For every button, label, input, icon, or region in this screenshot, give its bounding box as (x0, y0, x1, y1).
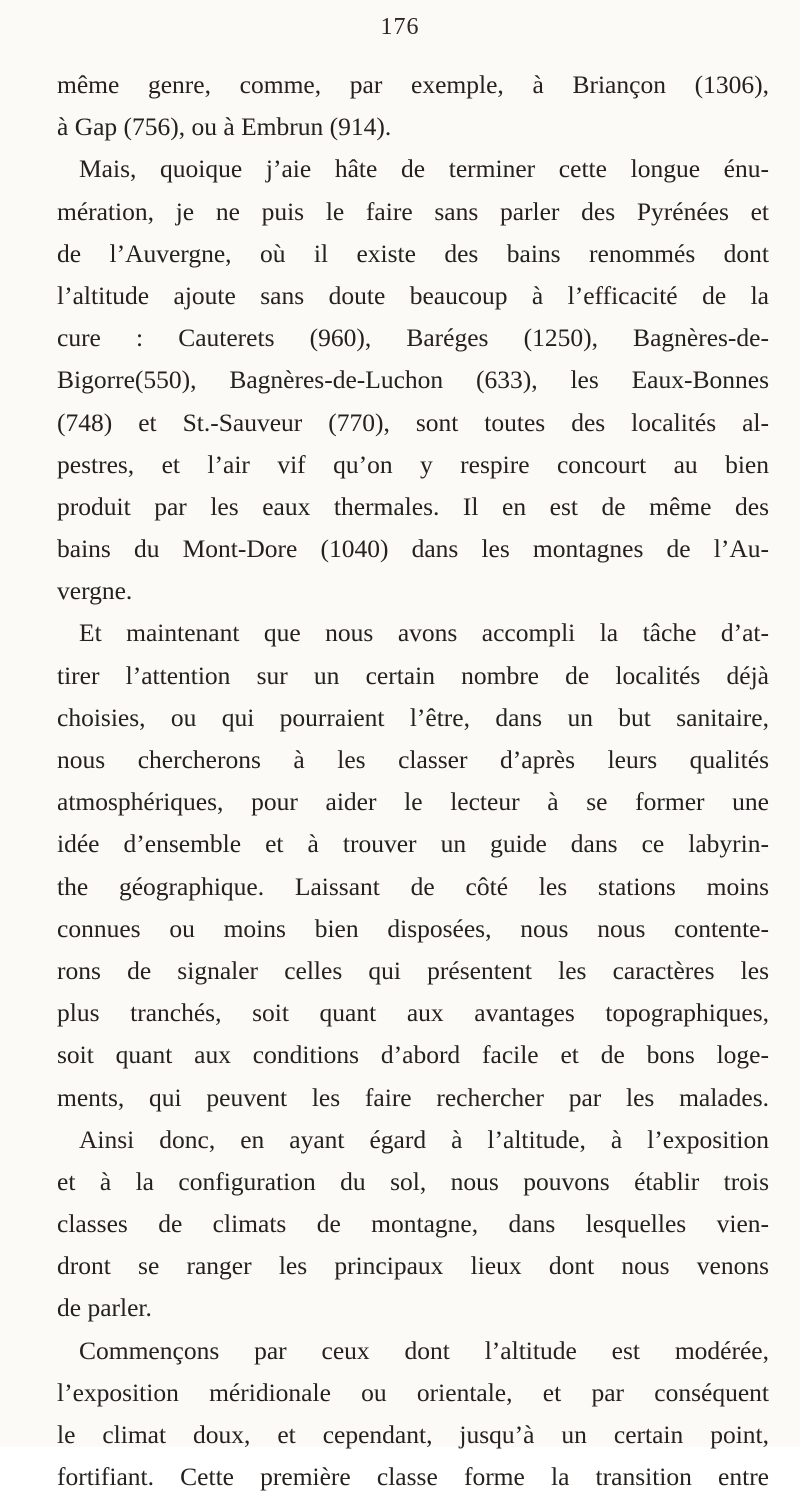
text-line: et à la configuration du sol, nous pouvons établir trois (57, 1166, 769, 1196)
text-line: soit quant aux conditions d’abord facile et de bons loge- (57, 1040, 769, 1070)
text-line: de l’Auvergne, où il existe des bains renommés dont (57, 238, 769, 268)
text-line: Ainsi donc, en ayant égard à l’altitude, à l’exposition (79, 1124, 769, 1154)
text-line: l’altitude ajoute sans doute beaucoup à l’efficacité de la (57, 280, 769, 310)
text-line: le climat doux, et cependant, jusqu’à un certain point, (57, 1420, 769, 1449)
text-line: nous chercherons à les classer d’après leurs qualités (57, 745, 769, 774)
text-line: l’exposition méridionale ou orientale, et par conséquent (57, 1377, 769, 1407)
text-line: connues ou moins bien disposées, nous nous contente- (57, 913, 769, 943)
text-line: de parler. (57, 1293, 152, 1323)
text-line: Mais, quoique j’aie hâte de terminer cette longue énu- (79, 154, 769, 184)
text-line: à Gap (756), ou à Embrun (914). (57, 112, 392, 142)
text-line: atmosphériques, pour aider le lecteur à se former une (57, 787, 769, 817)
text-line: Commençons par ceux dont l’altitude est modérée, (79, 1335, 769, 1365)
text-line: choisies, ou qui pourraient l’être, dans un but sanitaire, (57, 702, 769, 732)
text-line: ments, qui peuvent les faire rechercher par les malades. (57, 1082, 769, 1112)
text-line: (748) et St.-Sauveur (770), sont toutes des localités al- (57, 407, 769, 437)
text-line: produit par les eaux thermales. Il en est de même des (57, 491, 769, 521)
text-line: idée d’ensemble et à trouver un guide dans ce labyrin- (57, 829, 769, 859)
text-line: dront se ranger les principaux lieux dont nous venons (57, 1251, 769, 1281)
text-line: Et maintenant que nous avons accompli la tâche d’at- (79, 618, 769, 648)
text-line: mération, je ne puis le faire sans parler des Pyrénées et (57, 196, 769, 226)
text-line: Bigorre(550), Bagnères-de-Luchon (633), les Eaux-Bonnes (57, 365, 769, 395)
text-line: vergne. (57, 576, 133, 606)
text-line: tirer l’attention sur un certain nombre de localités déjà (57, 660, 769, 690)
text-line: rons de signaler celles qui présentent les caractères les (57, 955, 769, 985)
page-number: 176 (380, 14, 420, 40)
text-line: classes de climats de montagne, dans lesquelles vien- (57, 1209, 769, 1239)
text-line: même genre, comme, par exemple, à Briançon (1306), (57, 70, 769, 99)
body-text (57, 64, 769, 1498)
text-line: bains du Mont-Dore (1040) dans les montagnes de l’Au- (57, 534, 769, 564)
text-line: the géographique. Laissant de côté les stations moins (57, 871, 769, 901)
text-line: pestres, et l’air vif qu’on y respire concourt au bien (57, 449, 769, 479)
text-line: cure : Cauterets (960), Baréges (1250), Bagnères-de- (57, 323, 769, 353)
text-line: plus tranchés, soit quant aux avantages topographiques, (57, 998, 769, 1028)
text-line: fortifiant. Cette première classe forme la transition entre (57, 1462, 769, 1492)
